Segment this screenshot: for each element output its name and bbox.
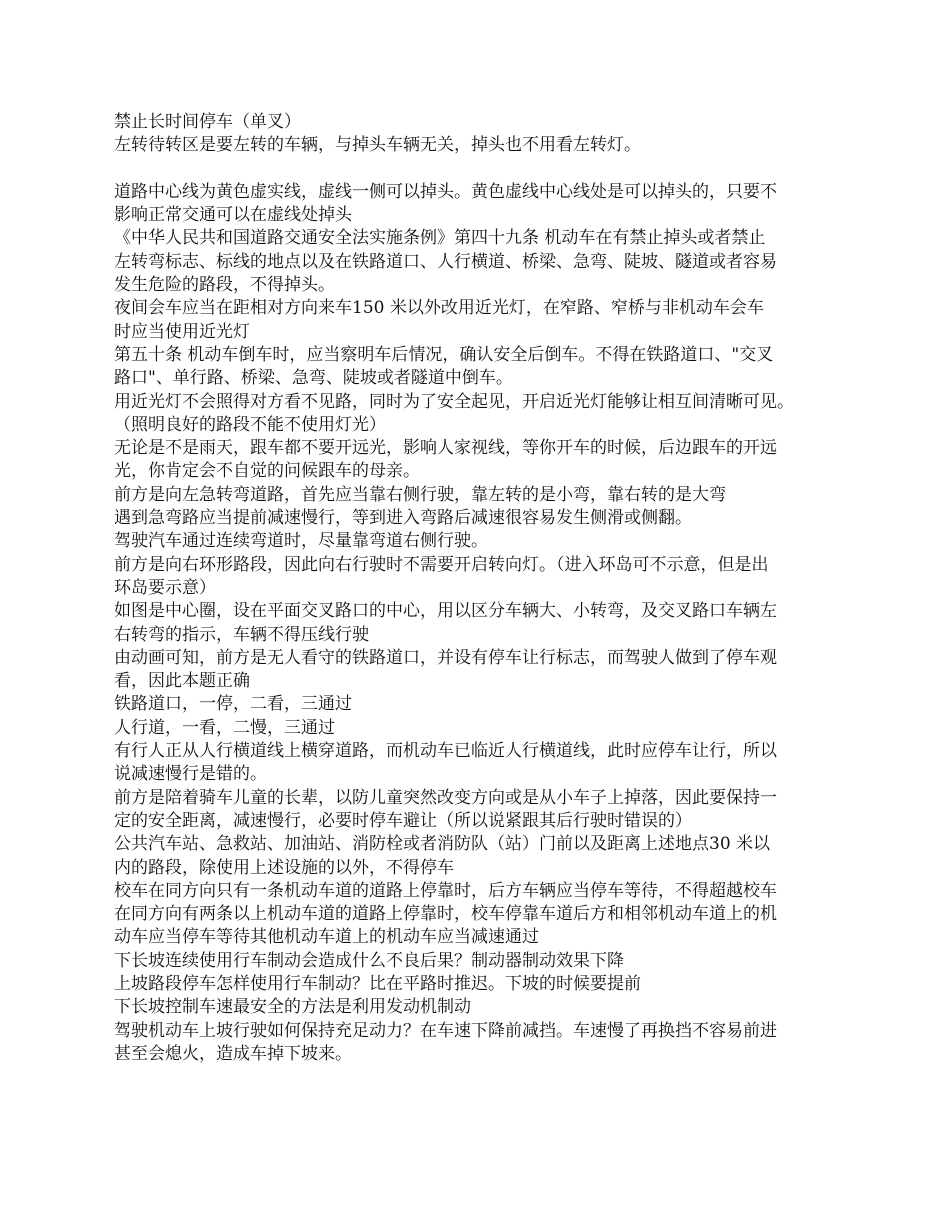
text-line: 用近光灯不会照得对方看不见路，同时为了安全起见，开启近光灯能够让相互间清晰可见。 bbox=[114, 391, 794, 412]
text-line: 道路中心线为黄色虚实线，虚线一侧可以掉头。黄色虚线中心线处是可以掉头的，只要不 bbox=[114, 181, 777, 202]
text-line: 路口"、单行路、桥梁、急弯、陡坡或者隧道中倒车。 bbox=[114, 368, 513, 389]
text-line: 下长坡控制车速最安全的方法是利用发动机制动 bbox=[114, 997, 471, 1018]
text-line: 驾驶机动车上坡行驶如何保持充足动力？在车速下降前减挡。车速慢了再换挡不容易前进 bbox=[114, 1020, 777, 1041]
text-line: 右转弯的指示，车辆不得压线行驶 bbox=[114, 624, 369, 645]
text-line: 说减速慢行是错的。 bbox=[114, 764, 267, 785]
text-line: 上坡路段停车怎样使用行车制动？比在平路时推迟。下坡的时候要提前 bbox=[114, 973, 641, 994]
text-line: 校车在同方向只有一条机动车道的道路上停靠时，后方车辆应当停车等待，不得超越校车 bbox=[114, 880, 777, 901]
text-line: 有行人正从人行横道线上横穿道路，而机动车已临近人行横道线，此时应停车让行，所以 bbox=[114, 741, 777, 762]
text-line: （照明良好的路段不能不使用灯光） bbox=[114, 414, 386, 435]
text-line: 无论是不是雨天，跟车都不要开远光，影响人家视线，等你开车的时候，后边跟车的开远 bbox=[114, 438, 777, 459]
text-line: 如图是中心圈，设在平面交叉路口的中心，用以区分车辆大、小转弯，及交叉路口车辆左 bbox=[114, 601, 777, 622]
text-line: 由动画可知，前方是无人看守的铁路道口，并设有停车让行标志，而驾驶人做到了停车观 bbox=[114, 647, 777, 668]
text-line: 左转待转区是要左转的车辆，与掉头车辆无关，掉头也不用看左转灯。 bbox=[114, 135, 641, 156]
text-line: 发生危险的路段，不得掉头。 bbox=[114, 275, 335, 296]
text-line: 看，因此本题正确 bbox=[114, 671, 250, 692]
text-line: 动车应当停车等待其他机动车道上的机动车应当减速通过 bbox=[114, 927, 539, 948]
blank-line bbox=[114, 158, 874, 181]
text-line: 前方是陪着骑车儿童的长辈，以防儿童突然改变方向或是从小车子上掉落，因此要保持一 bbox=[114, 787, 777, 808]
text-line: 遇到急弯路应当提前减速慢行，等到进入弯路后减速很容易发生侧滑或侧翻。 bbox=[114, 508, 692, 529]
text-line: 光，你肯定会不自觉的问候跟车的母亲。 bbox=[114, 461, 420, 482]
text-line: 铁路道口，一停，二看，三通过 bbox=[114, 694, 352, 715]
text-line: 在同方向有两条以上机动车道的道路上停靠时，校车停靠车道后方和相邻机动车道上的机 bbox=[114, 904, 777, 925]
text-line: 第五十条 机动车倒车时，应当察明车后情况，确认安全后倒车。不得在铁路道口、"交叉 bbox=[114, 344, 774, 365]
text-line: 内的路段，除使用上述设施的以外，不得停车 bbox=[114, 857, 454, 878]
text-line: 定的安全距离，减速慢行，必要时停车避让（所以说紧跟其后行驶时错误的） bbox=[114, 810, 692, 831]
text-line: 《中华人民共和国道路交通安全法实施条例》第四十九条 机动车在有禁止掉头或者禁止 bbox=[114, 228, 766, 249]
text-line: 前方是向右环形路段，因此向右行驶时不需要开启转向灯。（进入环岛可不示意，但是出 bbox=[114, 554, 769, 575]
text-line: 影响正常交通可以在虚线处掉头 bbox=[114, 205, 352, 226]
text-line: 驾驶汽车通过连续弯道时，尽量靠弯道右侧行驶。 bbox=[114, 531, 488, 552]
text-line: 人行道，一看，二慢，三通过 bbox=[114, 717, 335, 738]
text-line: 下长坡连续使用行车制动会造成什么不良后果？制动器制动效果下降 bbox=[114, 950, 624, 971]
text-line: 环岛要示意） bbox=[114, 577, 216, 598]
text-line: 禁止长时间停车（单叉） bbox=[114, 112, 301, 132]
text-line: 时应当使用近光灯 bbox=[114, 321, 250, 342]
text-line: 前方是向左急转弯道路，首先应当靠右侧行驶，靠左转的是小弯，靠右转的是大弯 bbox=[114, 484, 726, 505]
text-line: 夜间会车应当在距相对方向来车150 米以外改用近光灯，在窄路、窄桥与非机动车会车 bbox=[114, 298, 764, 319]
text-line: 左转弯标志、标线的地点以及在铁路道口、人行横道、桥梁、急弯、陡坡、隧道或者容易 bbox=[114, 251, 777, 272]
text-line: 公共汽车站、急救站、加油站、消防栓或者消防队（站）门前以及距离上述地点30 米以 bbox=[114, 834, 771, 855]
text-line: 甚至会熄火，造成车掉下坡来。 bbox=[114, 1043, 352, 1064]
document-body bbox=[114, 111, 874, 1066]
